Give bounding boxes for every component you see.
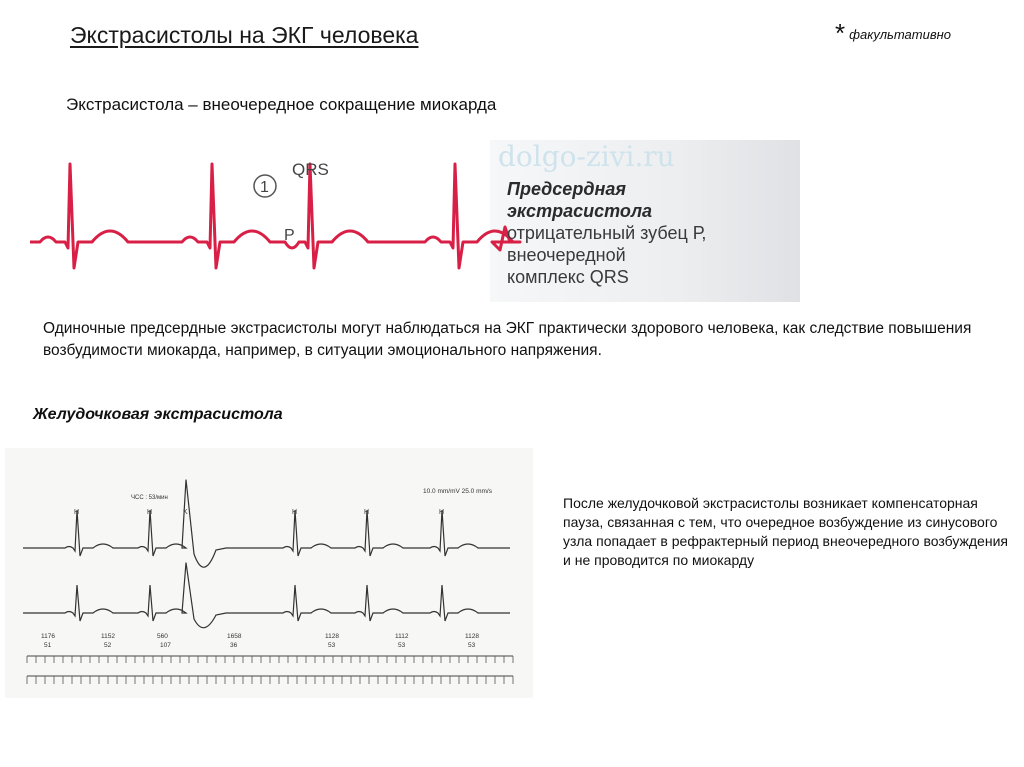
- interval-hr: 53: [328, 642, 336, 649]
- ecg-trace-lead2: [23, 563, 510, 628]
- asterisk-mark: *: [835, 18, 846, 48]
- interval-rr: 1112: [395, 633, 409, 640]
- time-ruler: [27, 656, 513, 684]
- interval-rr: 1128: [325, 633, 339, 640]
- atrial-ecg-trace: [30, 164, 520, 268]
- interval-rr: 1176: [41, 633, 55, 640]
- beat-mark: H: [439, 509, 445, 516]
- label-qrs: QRS: [292, 160, 329, 179]
- interval-rr: 1658: [227, 633, 242, 640]
- interval-hr: 36: [230, 642, 238, 649]
- ventricular-paragraph: После желудочковой экстрасистолы возникает компенсаторная пауза, связанная с тем, что очередное возбуждение из синусового узла попадает в рефрактерный период внеочередного возбуждения и не проводится по миокарду: [563, 495, 1008, 568]
- optional-note-text: факультативно: [849, 27, 952, 42]
- caption-line5: комплекс QRS: [507, 267, 629, 287]
- ventricular-heading: Желудочковая экстрасистола: [33, 406, 283, 423]
- beat-mark: H: [74, 509, 80, 516]
- marker-number: 1: [260, 179, 269, 196]
- atrial-paragraph: Одиночные предсердные экстрасистолы могут наблюдаться на ЭКГ практически здорового человека, как следствие повышения возбудимости миокарда, например, в ситуации эмоционального напряжения.: [43, 320, 972, 359]
- interval-rr: 560: [157, 633, 168, 640]
- beat-mark: H: [147, 509, 153, 516]
- caption-line4: внеочередной: [507, 245, 626, 265]
- definition-text: Экстрасистола – внеочередное сокращение миокарда: [66, 95, 497, 114]
- interval-hr: 51: [44, 642, 52, 649]
- beat-mark: H: [292, 509, 298, 516]
- caption-line3: отрицательный зубец Р,: [507, 223, 707, 243]
- interval-hr: 52: [104, 642, 112, 649]
- hr-label: ЧСС : 53/мин: [131, 495, 168, 501]
- interval-rr: 1152: [101, 633, 115, 640]
- label-p: P: [284, 227, 295, 244]
- optional-note: [835, 18, 951, 49]
- watermark-text: dolgo-zivi.ru: [498, 140, 675, 173]
- beat-marks: [74, 509, 444, 516]
- page-title: Экстрасистолы на ЭКГ человека: [70, 22, 419, 48]
- interval-rr: 1128: [465, 633, 479, 640]
- ventricular-ecg-figure: [5, 448, 533, 698]
- scale-label: 10.0 mm/mV 25.0 mm/s: [423, 488, 492, 495]
- caption-title-line2: экстрасистола: [507, 201, 653, 221]
- interval-hr: 53: [398, 642, 406, 649]
- beat-mark: H: [364, 509, 370, 516]
- interval-hr: 53: [468, 642, 476, 649]
- interval-labels: [41, 633, 479, 649]
- beat-mark: K: [183, 509, 188, 516]
- caption-title-line1: Предсердная: [507, 179, 626, 199]
- interval-hr: 107: [160, 642, 171, 649]
- atrial-ecg-figure: [30, 140, 800, 302]
